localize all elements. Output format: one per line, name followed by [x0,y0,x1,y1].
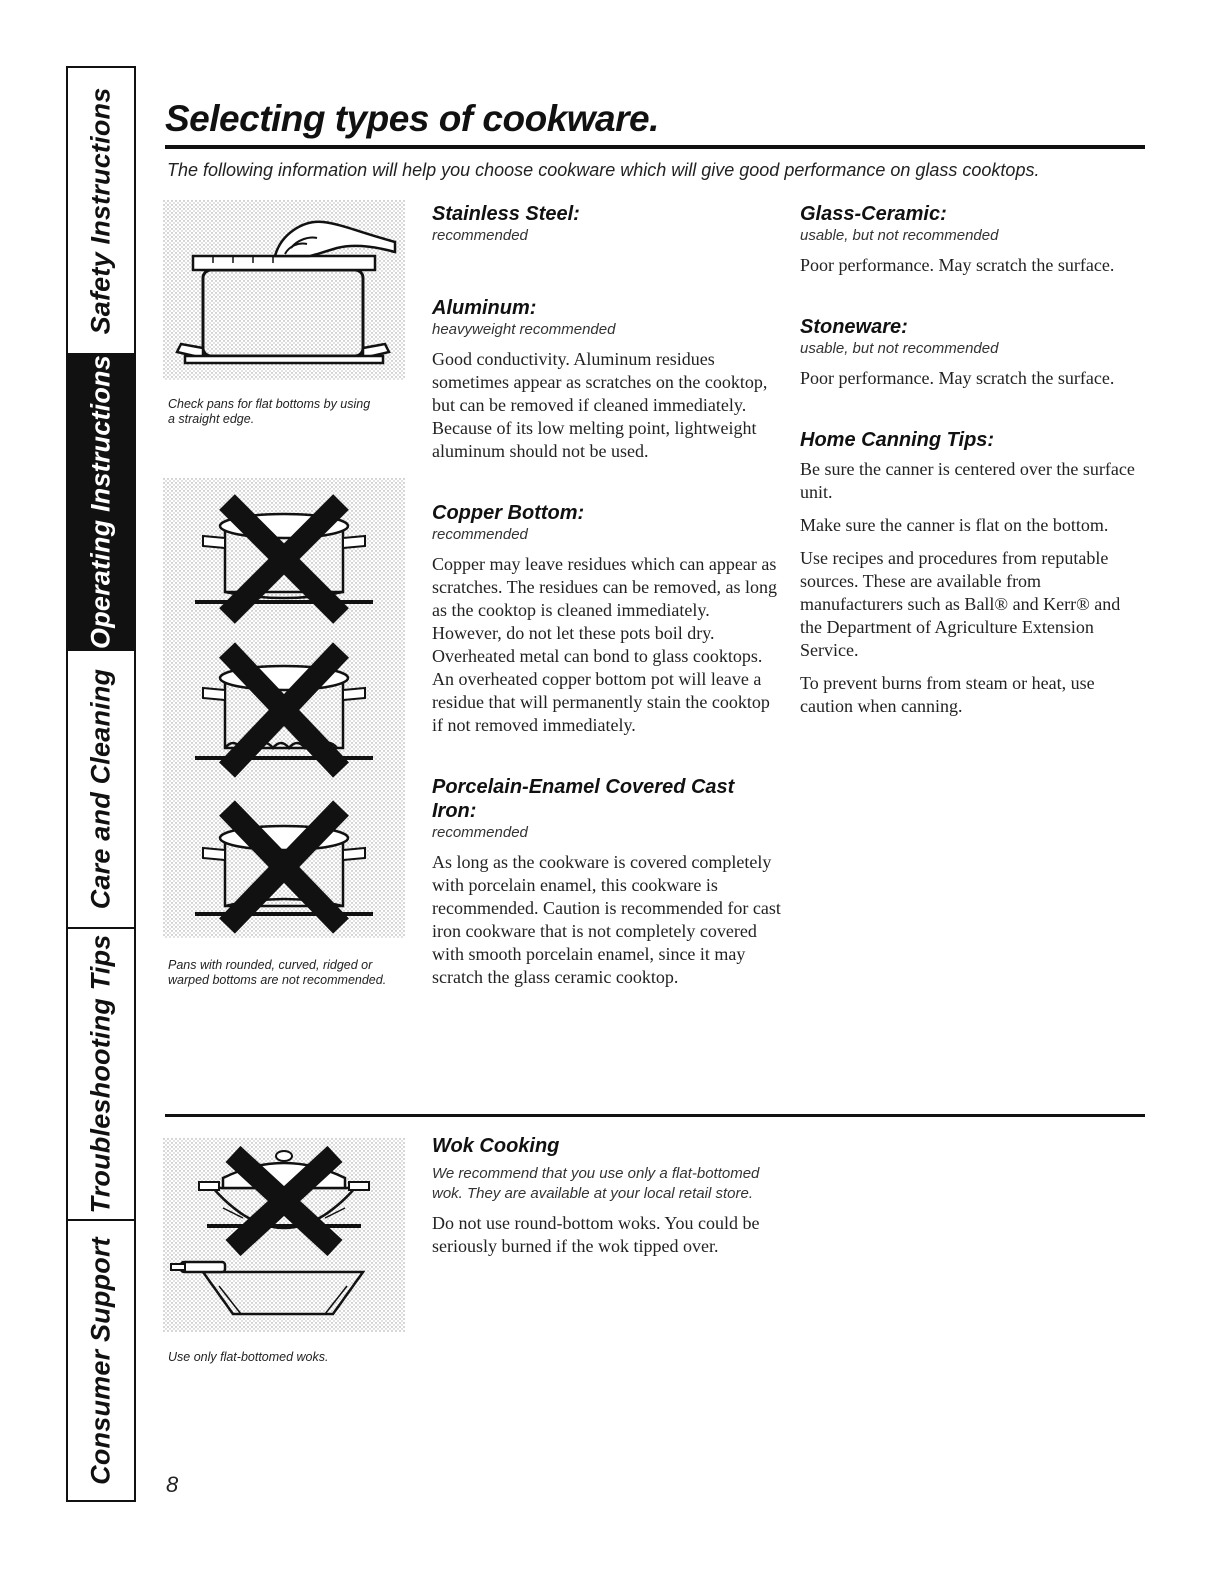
section-heading: Porcelain-Enamel Covered Cast Iron: [432,776,735,822]
page-title: Selecting types of cookware. [165,98,659,139]
stainless-steel-section [432,202,782,246]
section-body: As long as the cookware is covered completely with porcelain enamel, this cookware is recommended. Caution is recommended for cast iron cookware that is not completely covered with smooth porcelain enamel, since it may scratch the glass ceramic cooktop. [432,852,781,987]
section-rating: recommended [432,526,528,543]
wok-caption: Use only flat-bottomed woks. [168,1350,329,1364]
tab-label: Consumer Support [85,1236,116,1485]
section-heading: Copper Bottom: [432,502,585,524]
wok-cooking-section [432,1134,782,1268]
section-heading: Stainless Steel: [432,203,580,225]
section-heading: Glass-Ceramic: [800,203,947,225]
tab-label: Care and Cleaning [85,668,116,910]
tab-label: Troubleshooting Tips [85,934,116,1214]
wok-illustration [163,1138,405,1332]
flat-pan-straight-edge-illustration [163,200,405,380]
intro-text: The following information will help you choose cookware which will give good performance on glass cooktops. [167,160,1040,180]
section-heading: Stoneware: [800,316,908,338]
tab-label: Safety Instructions [85,87,116,334]
section-body: Good conductivity. Aluminum residues sometimes appear as scratches on the cooktop, but can be removed if cleaned immediately. Because of its low melting point, lightweight aluminum should not be used. [432,349,768,461]
stoneware-section [800,315,1145,390]
tab-consumer-support[interactable] [68,1221,134,1500]
canning-tip: Use recipes and procedures from reputable sources. These are available from manufacturers such as Ball® and Kerr® and the Department of Agriculture Extension Service. [800,548,1121,660]
section-rating: usable, but not recommended [800,227,999,244]
flat-pan-caption: Check pans for flat bottoms by using a straight edge. [168,397,371,426]
tab-safety-instructions[interactable] [68,68,134,355]
rounded-pans-caption: Pans with rounded, curved, ridged or warped bottoms are not recommended. [168,958,387,987]
section-heading: Wok Cooking [432,1135,560,1157]
canning-tip: Be sure the canner is centered over the surface unit. [800,459,1135,502]
section-rating: usable, but not recommended [800,340,999,357]
section-rating: recommended [432,227,528,244]
title-divider [165,145,1145,149]
side-tab-navigation [66,66,136,1502]
tab-troubleshooting-tips[interactable] [68,929,134,1221]
page-number: 8 [166,1472,179,1497]
copper-bottom-section [432,501,782,737]
section-heading: Aluminum: [432,297,537,319]
glass-ceramic-section [800,202,1145,277]
canning-tip: To prevent burns from steam or heat, use caution when canning. [800,673,1095,716]
aluminum-section [432,296,782,463]
tab-operating-instructions[interactable] [68,355,134,651]
tab-label: Operating Instructions [85,355,116,649]
section-divider [165,1114,1145,1117]
right-column [800,202,1145,746]
section-body: Poor performance. May scratch the surface. [800,255,1115,275]
section-body: Copper may leave residues which can appear as scratches. The residues can be removed, as long as the cooktop is cleaned immediately. However, do not let these pots boil dry. Overheated metal can bond to glass cooktops. An overheated copper bottom pot will leave a residue that will permanently stain the cooktop if not removed immediately. [432,554,778,735]
middle-column [432,202,782,1017]
section-body: Poor performance. May scratch the surface. [800,368,1115,388]
section-heading: Home Canning Tips: [800,429,995,451]
wok-recommendation: We recommend that you use only a flat-bottomed wok. They are available at your local retail store. [432,1165,760,1202]
section-rating: heavyweight recommended [432,321,616,338]
section-body: Do not use round-bottom woks. You could be seriously burned if the wok tipped over. [432,1213,760,1256]
section-rating: recommended [432,824,528,841]
tab-care-and-cleaning[interactable] [68,651,134,929]
rounded-bottom-pans-illustration [163,478,405,938]
home-canning-section [800,428,1145,718]
porcelain-enamel-section [432,775,782,989]
canning-tip: Make sure the canner is flat on the bottom. [800,515,1109,535]
